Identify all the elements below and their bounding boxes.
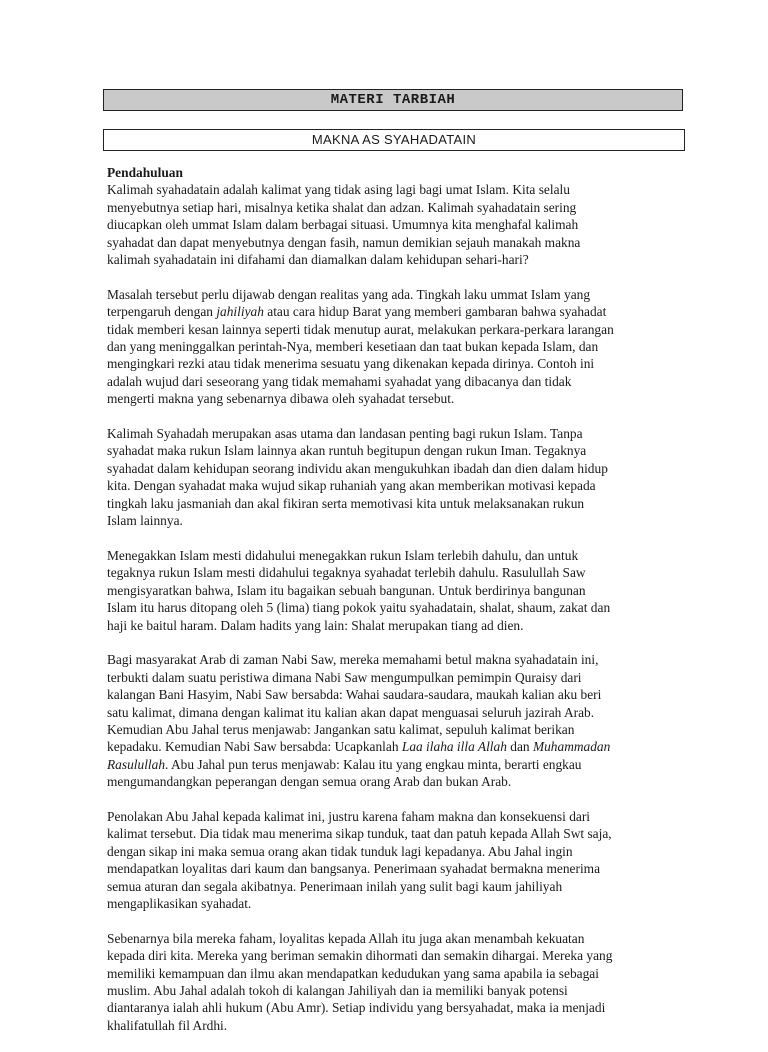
text-line — [107, 564, 682, 581]
text-line — [107, 390, 682, 407]
text-segment: Kemudian Abu Jahal terus menjawab: Jangankan satu kalimat, sepuluh kalimat berikan — [107, 721, 575, 737]
text-line — [107, 895, 682, 912]
text-segment: Menegakkan Islam mesti didahului menegakkan rukun Islam terlebih dahulu, dan untuk — [107, 547, 579, 563]
text-line — [107, 512, 682, 529]
text-segment: terpengaruh dengan — [107, 304, 217, 320]
paragraph — [107, 651, 682, 790]
text-segment: menyebutnya setiap hari, misalnya ketika shalat dan adzan. Kalimah syahadatain sering — [107, 199, 577, 215]
text-segment: tegaknya rukun Islam mesti didahului tegaknya syahadat terlebih dahulu. Rasulullah Saw — [107, 565, 586, 581]
text-segment: kalangan Bani Hasyim, Nabi Saw bersabda: Wahai saudara-saudara, maukah kalian aku beri — [107, 687, 602, 703]
text-line — [107, 878, 682, 895]
text-line — [107, 547, 682, 564]
text-line — [107, 999, 682, 1016]
text-segment: mengerti makna yang sebenarnya dibawa oleh syahadat tersebut. — [107, 391, 455, 407]
text-segment: mengaplikasikan syahadat. — [107, 895, 252, 911]
text-line — [107, 373, 682, 390]
text-segment: mengumandangkan peperangan dengan semua orang Arab dan bukan Arab. — [107, 774, 512, 790]
text-line — [107, 234, 682, 251]
text-segment: Islam lainnya. — [107, 513, 183, 529]
text-segment: . Abu Jahal pun terus menjawab: Kalau itu yang engkau minta, berarti engkau — [165, 756, 582, 772]
text-segment: mengingkari rezki atau tidak menerima sesuatu yang dikenakan kepada dirinya. Contoh ini — [107, 356, 595, 372]
text-segment: dan — [506, 739, 533, 755]
text-line — [107, 251, 682, 268]
text-segment: syahadat dan dapat menyebutnya dengan fasih, namun demikian sejauh manakah makna — [107, 234, 581, 250]
section-heading: Pendahuluan — [107, 165, 183, 180]
text-line — [107, 181, 682, 198]
text-segment: kepadaku. Kemudian Nabi Saw bersabda: Ucapkanlah — [107, 739, 402, 755]
text-line — [107, 773, 682, 790]
paragraph — [107, 425, 682, 529]
text-line — [107, 425, 682, 442]
text-line — [107, 808, 682, 825]
text-line — [107, 338, 682, 355]
italic-text: Laa ilaha illa Allah — [401, 739, 507, 755]
text-segment: dengan sikap ini maka semua orang akan tidak tunduk lagi kepadanya. Abu Jahal ingin — [107, 843, 573, 859]
text-segment: muslim. Abu Jahal adalah tokoh di kalangan Jahiliyah dan ia memiliki banyak potensi — [107, 983, 568, 998]
text-line — [107, 930, 682, 947]
text-line — [107, 965, 682, 982]
text-line — [107, 860, 682, 877]
italic-text: jahiliyah — [216, 304, 264, 320]
text-line — [107, 617, 682, 634]
paragraph — [107, 181, 682, 268]
text-line — [107, 982, 682, 999]
text-line — [107, 460, 682, 477]
text-segment: atau cara hidup Barat yang memberi gambaran bahwa syahadat — [263, 304, 607, 320]
text-segment: adalah wujud dari seseorang yang tidak memahami syahadat yang dibacanya dan tidak — [107, 373, 572, 389]
document-subtitle: MAKNA AS SYAHADATAIN — [103, 129, 685, 151]
paragraph — [107, 286, 682, 408]
text-segment: khalifatullah fil Ardhi. — [107, 1017, 228, 1033]
text-line — [107, 1017, 682, 1034]
text-segment: kepada diri kita. Mereka yang beriman semakin dihormati dan semakin dihargai. Mereka yang — [107, 948, 613, 964]
text-segment: Bagi masyarakat Arab di zaman Nabi Saw, mereka memahami betul makna syahadatain ini, — [107, 652, 599, 668]
text-segment: kalimah syahadatain ini difahami dan diamalkan dalam kehidupan sehari-hari? — [107, 252, 529, 268]
italic-text: Rasulullah — [107, 756, 166, 772]
text-segment: tidak memberi kesan lainnya seperti tidak menutup aurat, melakukan perkara-perkara larangan — [107, 321, 614, 337]
text-line — [107, 947, 682, 964]
text-segment: Sebenarnya bila mereka faham, loyalitas kepada Allah itu juga akan menambah kekuatan — [107, 930, 585, 946]
text-line — [107, 756, 682, 773]
text-line — [107, 651, 682, 668]
text-segment: syahadat dalam kehidupan seorang individu akan mengukuhkan ibadah dan dien dalam hidup — [107, 460, 608, 476]
paragraph — [107, 547, 682, 634]
text-line — [107, 495, 682, 512]
text-segment: tingkah laku jasmaniah dan akal fikiran serta memotivasi kita untuk melaksanakan rukun — [107, 495, 585, 511]
text-segment: dan yang meninggalkan perintah-Nya, memberi kesetiaan dan taat bukan kepada Islam, dan — [107, 339, 599, 355]
text-line — [107, 582, 682, 599]
text-segment: mengisyaratkan bahwa, Islam itu bagaikan sebuah bangunan. Untuk berdirinya bangunan — [107, 582, 586, 598]
text-segment: haji ke baitul haram. Dalam hadits yang lain: Shalat merupakan tiang ad dien. — [107, 617, 524, 633]
text-line — [107, 303, 682, 320]
text-line — [107, 442, 682, 459]
paragraph-list — [107, 181, 682, 1034]
text-line — [107, 721, 682, 738]
text-segment: terbukti dalam suatu peristiwa dimana Nabi Saw mengumpulkan pemimpin Quraisy dari — [107, 669, 582, 685]
text-line — [107, 199, 682, 216]
text-line — [107, 686, 682, 703]
paragraph — [107, 808, 682, 912]
text-line — [107, 843, 682, 860]
text-line — [107, 355, 682, 372]
text-line — [107, 321, 682, 338]
document-body — [107, 164, 682, 1052]
text-line — [107, 216, 682, 233]
text-segment: diantaranya ialah ahli hukum (Abu Amr). Setiap individu yang bersyahadat, maka ia menjadi — [107, 1000, 606, 1016]
text-segment: Masalah tersebut perlu dijawab dengan realitas yang ada. Tingkah laku ummat Islam yang — [107, 286, 591, 302]
text-line — [107, 825, 682, 842]
italic-text: Muhammadan — [532, 739, 611, 755]
text-segment: Kalimah Syahadah merupakan asas utama dan landasan penting bagi rukun Islam. Tanpa — [107, 426, 583, 442]
text-segment: Kalimah syahadatain adalah kalimat yang tidak asing lagi bagi umat Islam. Kita selalu — [107, 182, 570, 198]
text-segment: kalimat tersebut. Dia tidak mau menerima sikap tunduk, taat dan patuh kepada Allah Swt saja, — [107, 826, 612, 842]
text-segment: semua aturan dan segala akibatnya. Penerimaan inilah yang sulit bagi kaum jahiliyah — [107, 878, 563, 894]
text-segment: syahadat maka rukun Islam lainnya akan runtuh begitupun dengan rukun Iman. Tegaknya — [107, 443, 587, 459]
text-line — [107, 669, 682, 686]
text-segment: diucapkan oleh ummat Islam dalam berbagai situasi. Umumnya kita menghafal kalimah — [107, 217, 579, 233]
text-line — [107, 477, 682, 494]
text-segment: kita. Dengan syahadat maka wujud sikap ruhaniah yang akan memberikan motivasi kepada — [107, 478, 596, 494]
text-line — [107, 286, 682, 303]
document-title: MATERI TARBIAH — [103, 89, 683, 111]
text-segment: Penolakan Abu Jahal kepada kalimat ini, justru karena faham makna dan konsekuensi dari — [107, 808, 591, 824]
text-segment: mendapatkan loyalitas dari kaum dan bangsanya. Penerimaan syahadat bermakna menerima — [107, 861, 601, 877]
paragraph — [107, 930, 682, 1034]
text-line — [107, 599, 682, 616]
text-line — [107, 704, 682, 721]
text-segment: satu kalimat, dimana dengan kalimat itu kalian akan dapat menguasai seluruh jazirah Arab. — [107, 704, 595, 720]
text-line — [107, 738, 682, 755]
text-segment: Islam itu harus ditopang oleh 5 (lima) tiang pokok yaitu syahadatain, shalat, shaum, zakat dan — [107, 600, 611, 616]
text-segment: memiliki kemampuan dan ilmu akan mendapatkan kedudukan yang sama apabila ia sebagai — [107, 965, 599, 981]
